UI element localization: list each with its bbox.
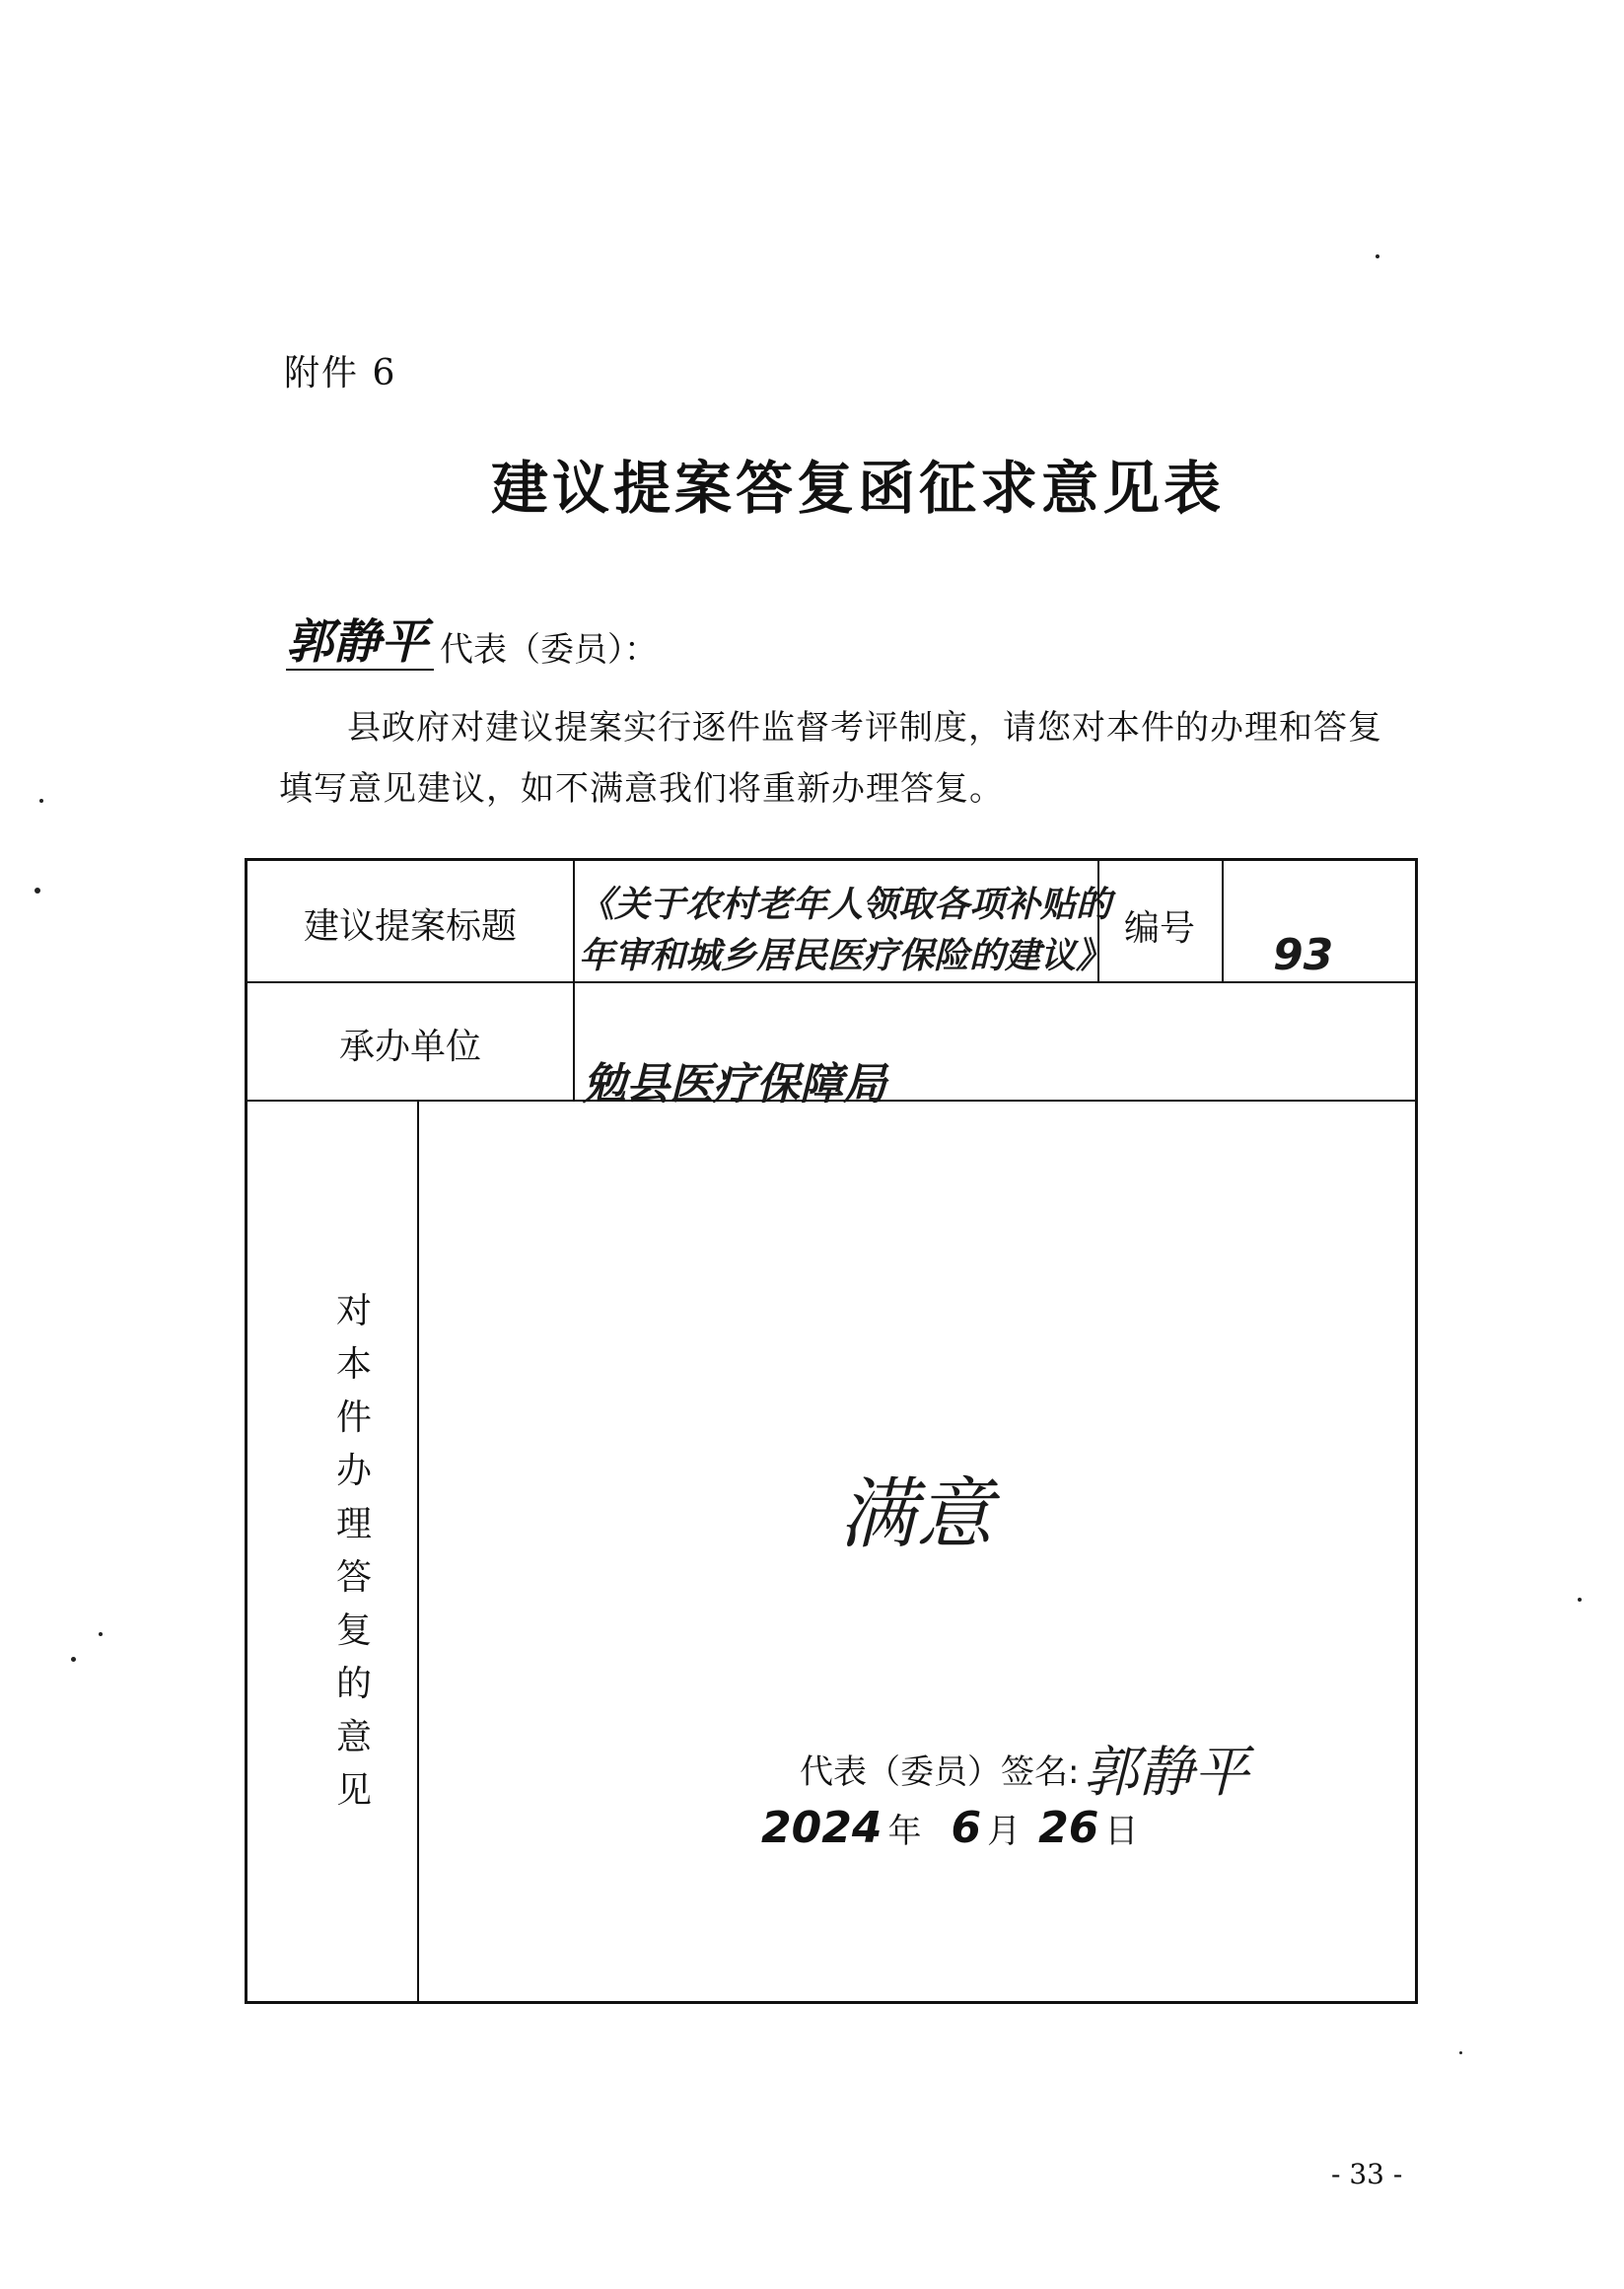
scan-speck <box>71 1657 76 1662</box>
intro-paragraph-line2: 填写意见建议，如不满意我们将重新办理答复。 <box>279 769 1004 809</box>
proposal-title-value-line1: 《关于农村老年人领取各项补贴的 <box>579 885 1112 925</box>
scan-speck <box>39 799 43 803</box>
addressee-line <box>286 616 658 671</box>
date-line <box>755 1803 1138 1853</box>
addressee-suffix: 代表（委员）： <box>440 629 659 670</box>
attachment-label: 附件 6 <box>284 353 397 393</box>
date-year-handwritten: 2024 <box>761 1803 883 1853</box>
date-day-handwritten: 26 <box>1038 1803 1099 1853</box>
date-month-handwritten: 6 <box>951 1803 982 1853</box>
intro-paragraph-line1: 县政府对建议提案实行逐件监督考评制度，请您对本件的办理和答复 <box>347 708 1382 748</box>
signature-line <box>800 1729 1248 1808</box>
table-divider <box>247 981 1415 983</box>
scan-speck <box>1376 254 1379 258</box>
opinion-label: 对本件办理答复的意见 <box>335 1291 372 1811</box>
number-label: 编号 <box>1123 908 1195 949</box>
form-title: 建议提案答复函征求意见表 <box>490 455 1225 522</box>
number-value: 93 <box>1273 930 1334 980</box>
addressee-handwritten-name: 郭静平 <box>286 616 434 671</box>
handling-unit-label: 承办单位 <box>338 1027 481 1067</box>
page-number: - 33 - <box>1331 2158 1403 2190</box>
opinion-value: 满意 <box>839 1470 994 1559</box>
date-year-label: 年 <box>887 1812 922 1851</box>
signature-label: 代表（委员）签名: <box>800 1752 1080 1792</box>
proposal-title-value-line2: 年审和城乡居民医疗保险的建议》 <box>579 936 1112 976</box>
scan-speck <box>99 1632 103 1636</box>
date-month-label: 月 <box>987 1812 1022 1851</box>
scan-speck <box>1459 2051 1462 2054</box>
opinion-form-table <box>245 858 1418 2004</box>
proposal-title-label: 建议提案标题 <box>303 906 517 947</box>
scan-speck <box>35 888 40 894</box>
table-divider <box>573 861 575 1100</box>
scan-speck <box>1578 1598 1582 1602</box>
table-divider <box>417 1100 419 2001</box>
handling-unit-value: 勉县医疗保障局 <box>583 1059 886 1109</box>
table-divider <box>1222 861 1224 981</box>
signature-value: 郭静平 <box>1083 1741 1249 1805</box>
date-day-label: 日 <box>1104 1812 1139 1851</box>
